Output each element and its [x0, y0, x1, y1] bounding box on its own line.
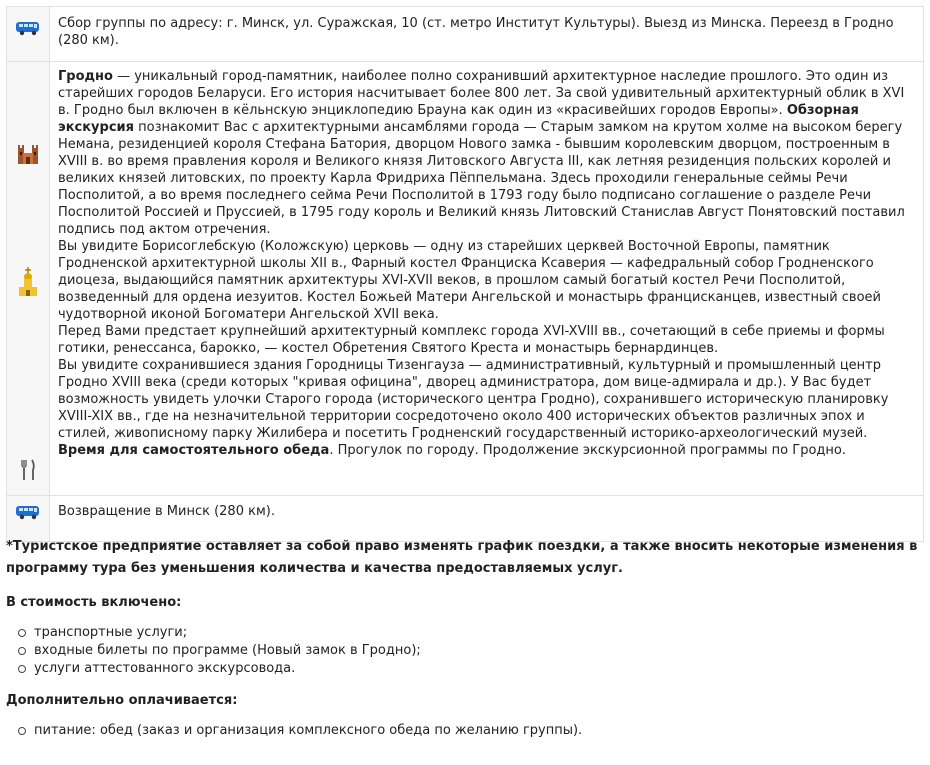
bus-icon [15, 20, 41, 40]
icon-cell [7, 62, 50, 496]
churches-paragraph: Вы увидите Борисоглебскую (Коложскую) церковь — одну из старейших церквей Восточной Европы, памятник Гродненской архитектурной школы XII в., Фарный костел Франциска Ксаверия — кафедральный собор Гродненского диоцеза, выдающийся памятник архитектуры XVI-XVII веков, в прошлом самый богатый костел Речи Посполитой, возведенный для ордена иезуитов. Костел Божьей Матери Ангельской и монастырь францисканцев, известный своей чудотворной иконой Богоматери Ангельской XVII века. [58, 239, 881, 322]
fork-knife-icon [19, 459, 37, 485]
tour-title: Обзорная экскурсия [58, 103, 859, 135]
icon-cell [7, 7, 50, 62]
tour-text: познакомит Вас с архитектурными ансамблями города — Старым замком на крутом холме на высоком берегу Немана, резиденцией короля Стефана Батория, дворцом Нового замка - бывшим королевским дворцом, построенным в XVIII в. во время правления короля и Великого князя Литовского Августа III, как летняя резиденция польских королей и великих князей литовских, по проекту Карла Фридриха Пёппельмана. Здесь проходили генеральные сеймы Речи Посполитой, а во время последнего сейма Речи Посполитой в 1793 году было подписано соглашение о разделе Речи Посполитой Россией и Пруссией, в 1795 году король и Великий князь Литовский Станислав Август Понятовский поставил подпись под актом отречения. [58, 120, 905, 237]
disclaimer: *Туристское предприятие оставляет за собой право изменять график поездки, а также вносить некоторые изменения в программу тура без уменьшения количества и качества предоставляемых услуг. [6, 539, 918, 576]
lunch-text: . Прогулок по городу. Продолжение экскурсионной программы по Гродно. [329, 443, 846, 458]
itinerary-row-return [7, 496, 924, 542]
lunch-title: Время для самостоятельного обеда [58, 443, 330, 458]
included-list [6, 624, 921, 678]
old-town-paragraph: Вы увидите сохранившиеся здания Городницы Тизенгауза — административный, культурный и промышленный центр Гродно XVIII века (среди которых "кривая официна", дворец администратора, дом вице-адмирала и др.). У Вас будет возможность увидеть улочки Старого города (исторического центра Гродно), сохранившего историческую планировку XVIII-XIX вв., где на незначительной территории сосредоточено около 400 исторических объектов различных эпох и стилей, живописному парку Жилибера и посетить Гродненский государственный историко-археологический музей. [58, 358, 889, 441]
included-heading: В стоимость включено: [6, 595, 182, 610]
list-item: транспортные услуги; [18, 624, 921, 642]
itinerary-table [6, 6, 924, 542]
complex-paragraph: Перед Вами предстает крупнейший архитектурный комплекс города XVI-XVIII вв., сочетающий в себе приемы и формы готики, ренессанса, барокко, — костел Обретения Святого Креста и монастырь бернардинцев. [58, 324, 885, 356]
city-name: Гродно [58, 69, 113, 84]
extra-heading: Дополнительно оплачивается: [6, 693, 238, 708]
bus-icon [15, 504, 41, 524]
return-text: Возвращение в Минск (280 км). [50, 496, 924, 542]
list-item: питание: обед (заказ и организация комплексного обеда по желанию группы). [18, 722, 921, 740]
castle-icon [16, 142, 40, 170]
extra-list [6, 722, 921, 740]
list-item: входные билеты по программе (Новый замок в Гродно); [18, 642, 921, 660]
lunch-paragraph [58, 442, 915, 459]
itinerary-row-grodno [7, 62, 924, 496]
notes-section [6, 536, 921, 752]
departure-text: Сбор группы по адресу: г. Минск, ул. Суражская, 10 (ст. метро Институт Культуры). Выезд из Минска. Переезд в Гродно (280 км). [50, 7, 924, 62]
church-icon [17, 267, 39, 301]
icon-cell [7, 496, 50, 542]
list-item: услуги аттестованного экскурсовода. [18, 660, 921, 678]
grodno-intro-paragraph [58, 68, 915, 238]
grodno-program-text [50, 62, 924, 496]
intro-text: — уникальный город-памятник, наиболее полно сохранивший архитектурное наследие прошлого. Это один из старейших городов Беларуси. Его история насчитывает более 800 лет. За свой удивительный архитектурный облик в XVI в. Гродно был включен в кёльнскую энциклопедию Брауна как один из «красивейших городов Европы». [58, 69, 905, 118]
itinerary-row-departure [7, 7, 924, 62]
